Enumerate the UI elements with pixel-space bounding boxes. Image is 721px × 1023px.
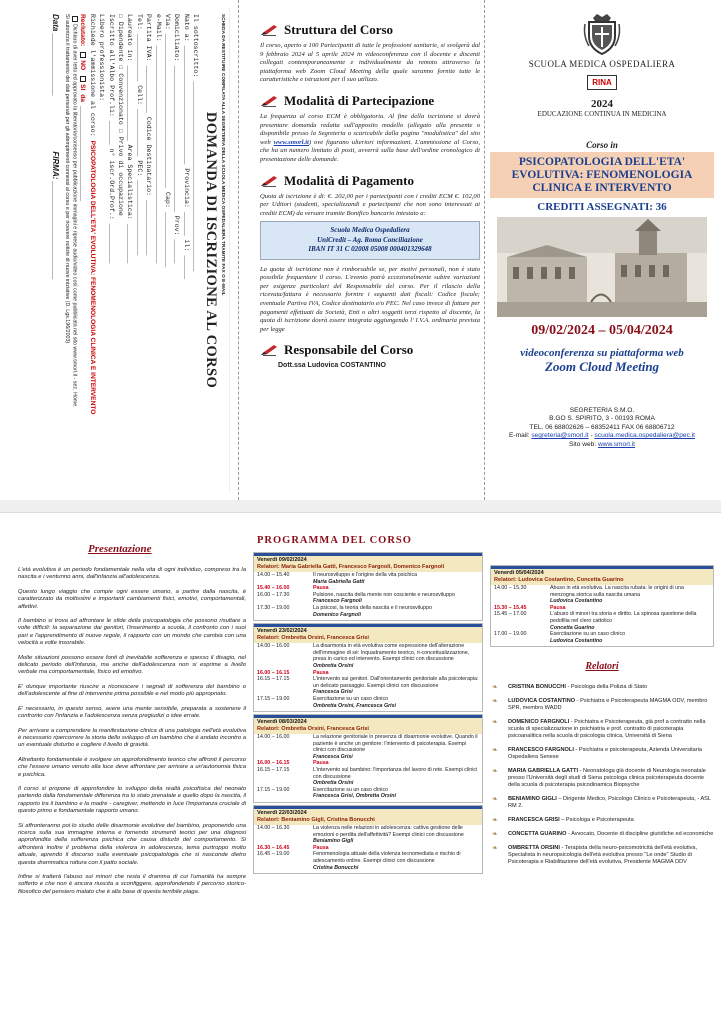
- firma-label: FIRMA:: [51, 151, 61, 180]
- relatore-desc: - Terapista della neuro-psicomotricità dell'età evolutiva, Specialista in neuropsicologia dell'età evolutiva presso "Le onde" Studio di Psicoterapia e Riabilitazione dell'età evolutiva, Presidente MAGMA ODV: [508, 845, 698, 865]
- relatore-item: [490, 796, 714, 810]
- slot-description: [550, 611, 710, 631]
- course-title: PSICOPATOLOGIA DELL'ETA' EVOLUTIVA: FENOMENOLOGIA CLINICA E INTERVENTO: [490, 152, 714, 198]
- presentazione-paragraph: Si affronteranno poi lo studio delle disarmonie evolutive del bambino, proponendo una ricerca sulla sua immagine interna e fornendo strumenti teorici per una diagnosi approfondita della sofferenza psichica che causa disturbi del comportamento. Si affronterà inoltre il problema della violenza in adolescenza, tema purtroppo molto attuale, aprendo il discorso sulla eventuale psicopatologia che si nasconde dietro questa drammatica rottura con il patto sociale.: [18, 822, 246, 866]
- program-slot: [254, 734, 482, 760]
- struttura-heading: Struttura del Corso: [260, 22, 480, 38]
- program-day-header: [254, 806, 482, 825]
- program-day-relatori: Relatori: Maria Gabriella Gatti, Francesco Fargnoli, Domenico Fargnoli: [257, 564, 445, 570]
- form-row: Laureato in: ___________________ Area Specialistica: __________: [126, 14, 134, 264]
- program-day: [253, 623, 483, 712]
- date-label: Data: [51, 14, 61, 32]
- bullet-icon: ❧: [492, 845, 498, 852]
- program-day-date: Venerdì 22/03/2024: [257, 810, 307, 817]
- form-row: Iscritto all'Albo Prof.li: ______ n° iscr.Ord.Prof.: __________: [107, 14, 115, 264]
- sheet-gap: [0, 500, 721, 512]
- relatore-desc: - Psichiatra e Psicoterapeuta MAGMA ODV, membro SPR, membro WADD: [508, 698, 708, 711]
- relatore-item: [490, 698, 714, 712]
- slot-time: 17.15 – 19.00: [257, 786, 290, 793]
- program-break: [254, 670, 482, 677]
- bullet-icon: ❧: [492, 831, 498, 838]
- program-day-header: [491, 566, 713, 585]
- form-title: DOMANDA DI ISCRIZIONE AL CORSO: [202, 111, 219, 389]
- program-day-header: [254, 553, 482, 572]
- program-slot: [491, 631, 713, 644]
- slot-time: 15.40 – 16.00: [257, 585, 290, 592]
- slot-topic: La disarmonia in età evolutiva come espressione dell'alterazione dell'immagine di sé: Inquadramento teorico, ri-concettualizzazione, presa in carico ed intervento. Esempi clinici con discussione: [313, 643, 470, 663]
- program-slot: [254, 825, 482, 845]
- slot-time: 14.00 – 16.00: [257, 643, 290, 650]
- videoconference-label: videoconferenza su piattaforma web: [520, 347, 684, 359]
- programma-title: PROGRAMMA DEL CORSO: [257, 535, 412, 546]
- slot-time: 15.30 – 15.45: [494, 604, 527, 611]
- slot-topic: Esercitazione su un caso clinico: [550, 631, 626, 638]
- relatore-desc: – Dirigente Medico, Psicologo Clinico e Psicoterapeuta, - ASL RM 2.: [508, 796, 711, 809]
- pagamento-section: [260, 173, 480, 335]
- slot-time: 15.45 – 17.00: [494, 611, 527, 618]
- edu-label: EDUCAZIONE CONTINUA IN MEDICINA: [537, 110, 667, 118]
- form-row: e-Mail: _______________________________________________________: [154, 14, 162, 264]
- relatore-name: FRANCESCO FARGNOLI: [508, 747, 574, 753]
- presentazione-paragraph: Infine si tratterà l'abuso sui minori che resta il dramma di cui l'umanità ha sempre sofferto e che non è ancora riuscita a sconfiggere, approfondendo il percorso storico-filosofico del pensiero malato che è alla base di questa terribile piaga.: [18, 874, 246, 895]
- bank-details: [260, 221, 480, 259]
- privacy-consent-2: Si autorizza il trattamento dei dati personali per gli adempimenti connessi al corso e per ricevere notizie di nuove iniziative (D. Lgs.196/2003): [64, 14, 71, 344]
- slot-description: [313, 767, 479, 787]
- secretariat-email: E-mail: segreteria@smorl.it - scuola.medica.ospedaliera@pec.it: [508, 432, 696, 440]
- slot-topic: Esercitazione su un caso clinico: [313, 786, 389, 793]
- slot-time: 17.30 – 19.00: [257, 604, 290, 611]
- slot-topic: L'intervento sul bambino: l'importanza del lavoro di rete. Esempi clinici con discussione: [313, 767, 478, 780]
- reclutato-no-label: NO: [79, 60, 87, 71]
- relatore-text: [508, 747, 714, 761]
- modalita-text: La frequenza al corso ECM è obbligatoria. Al fine della iscrizione si dovrà presentare domanda redatta sull'apposito modello (allegato alla presente o disponibile presso la Segreteria o scaricabile dalla pagina "modulistica" del sito web www.smorl.it) ove figurano ulteriori informazioni. L'ammissione al Corso, che ha un numero limitato di posti, avverrà sulla base dell'ordine cronologico di presentazione delle domande.: [260, 112, 480, 163]
- slot-description: [313, 585, 479, 592]
- pec-link[interactable]: scuola.medica.ospedaliera@pec.it: [594, 432, 696, 440]
- relatore-name: CRISTINA BONUCCHI: [508, 684, 566, 690]
- slot-speaker: Ombretta Orsini, Francesca Grisi: [313, 702, 397, 709]
- pen-icon: [260, 95, 278, 107]
- presentazione-paragraph: Per arrivare a comprendere la manifestazione clinica di una patologia nell'età evolutiva è necessario ripercorrere la storia dello sviluppo di un bambino che è andato incontro a un eventuale disturbo e cogliere il livello di gravità.: [18, 727, 246, 749]
- slot-topic: La psicosi, la teoria della nascita e il neurosviluppo: [313, 604, 432, 611]
- program-break: [491, 605, 713, 612]
- request-course-name: PSICOPATOLOGIA DELL'ETA' EVOLUTIVA: FENOMENOLOGIA CLINICA E INTERVENTO: [88, 140, 96, 415]
- privacy-checkbox-1[interactable]: [72, 16, 78, 22]
- slot-topic: Pausa: [313, 760, 329, 767]
- slot-time: 14.00 – 16.30: [257, 825, 290, 832]
- program-day-header: [254, 715, 482, 734]
- slot-time: 14.00 – 16.00: [257, 734, 290, 741]
- year: 2024: [591, 98, 613, 110]
- reclutato-da-label: da: [79, 94, 87, 102]
- slot-speaker: Ombretta Orsini: [313, 662, 354, 669]
- presentazione-paragraph: Questo lungo viaggio che compie ogni essere umano, a partire dalla nascita, è caratterizzato da moltissimi e importanti cambiamenti fisici, emotivi, comportamentali, affettivi.: [18, 588, 246, 610]
- slot-description: [313, 696, 479, 709]
- form-row: Nato a: ______________________________ Provincia: ______ il: ______: [182, 14, 190, 280]
- slot-topic: Esercitazione su un caso clinico: [313, 695, 389, 702]
- slot-time: 16.15 – 17.15: [257, 767, 290, 774]
- relatore-desc: – Psicologa e Psicoterapeuta: [559, 817, 634, 823]
- slot-description: [550, 585, 710, 605]
- slot-speaker: Concetta Guarino: [550, 624, 595, 631]
- relatore-name: CONCETTA GUARINO: [508, 831, 567, 837]
- slot-topic: Il neurosviluppo e l'origine della vita psichica: [313, 572, 418, 578]
- slot-topic: L'intervento sui genitori. Dall'orientamento genitoriale alla psicoterapia: un delicato passaggio. Esempi clinici con discussione: [313, 676, 479, 689]
- relatore-desc: - Neonatologa già docente di Neurologia neonatale presso l'Università degli studi di Siena psicologa clinica psicoterapeuta docente della scuola di psicoterapia psicodinamica Biopsyche: [508, 768, 706, 788]
- presentazione-paragraph: L'età evolutiva è un periodo fondamentale nella vita di ogni individuo, compreso tra la nascita e i ventunno anni, dall'infanzia all'adolescenza.: [18, 567, 246, 581]
- relatore-item: [490, 831, 714, 838]
- program-slot: [254, 572, 482, 585]
- form-header: SCHEDA DA RESTITUIRE COMPILATA ALLA SEGRETERIA DELLA SCUOLA MEDICA OSPEDALIERA TRAMITE FAX O E-MAIL: [221, 14, 226, 296]
- program-break: [254, 845, 482, 852]
- slot-description: [550, 631, 710, 644]
- relatore-text: [508, 817, 634, 824]
- slot-topic: Pulsione, nascita della mente non cosciente e neurosviluppo: [313, 591, 455, 598]
- bank-iban: IBAN IT 31 C 02008 05008 000401329648: [308, 245, 432, 254]
- form-row: ☐ Dipendente ☐ Convenzionato ☐ Privo di occupazione: [116, 14, 124, 216]
- slot-topic: Pausa: [313, 585, 329, 592]
- slot-description: [550, 605, 710, 612]
- slot-description: [313, 676, 479, 696]
- slot-topic: Pausa: [313, 844, 329, 851]
- relatore-name: MARIA GABRIELLA GATTI: [508, 768, 579, 774]
- form-signature-row: Data ______________ FIRMA: ______________________: [51, 14, 61, 280]
- relatore-desc: - Psicologa della Polizia di Stato: [565, 684, 648, 690]
- programma-day-5: [490, 565, 714, 649]
- relatore-item: [490, 768, 714, 789]
- site-link[interactable]: www.smorl.it: [597, 440, 635, 448]
- bank-branch: UniCredit – Ag. Roma Conciliazione: [317, 235, 423, 244]
- slot-topic: Fenomenologia attuale della violenza tecnomediata e rischio di adescamento online. Esempi clinici con discussione: [313, 851, 461, 864]
- program-day-date: Venerdì 09/02/2024: [257, 557, 307, 563]
- program-slot: [254, 851, 482, 871]
- pagamento-text: Quota di iscrizione è di: €. 202,00 per i partecipanti con i crediti ECM €. 102,00 per Uditori (studenti, specializzandi e partecipanti che non sono interessati ai crediti ECM) da versare tramite Bonifico bancario intestato a:: [260, 192, 480, 217]
- bullet-icon: ❧: [492, 768, 498, 775]
- bank-holder: Scuola Medica Ospedaliera: [330, 226, 410, 235]
- form-reclutato-row: Reclutato: NO SI da ________________________: [79, 14, 87, 201]
- program-day-date: Venerdì 05/04/2024: [494, 570, 544, 576]
- rina-certification-icon: RINA: [587, 75, 617, 90]
- slot-topic: Pausa: [313, 669, 329, 676]
- slot-description: [313, 572, 479, 585]
- slot-description: [313, 643, 479, 669]
- slot-topic: Abuso in età evolutiva. La nascita rubata: le origini di una menzogna storica sulla nascita umana: [550, 585, 684, 598]
- relatori-column: [490, 661, 714, 873]
- reclutato-label: Reclutato:: [79, 14, 87, 47]
- programma-column: [253, 535, 483, 876]
- relatore-text: [508, 684, 647, 691]
- presentazione-paragraph: Altrettanto fondamentale è svolgere un approfondimento teorico che affronti il percorso che l'essere umano venuto alla luce deve affrontare per arrivare a un'autonomia fisica e psichica.: [18, 756, 246, 778]
- responsabile-name: Dott.ssa Ludovica COSTANTINO: [278, 362, 386, 370]
- program-day: [253, 805, 483, 874]
- relatore-text: [508, 719, 714, 740]
- slot-speaker: Ludovica Costantino: [550, 598, 603, 605]
- slot-speaker: Francesca Grisi, Ombretta Orsini: [313, 793, 397, 800]
- fold-line: [484, 0, 485, 500]
- pagamento-text-2: La quota di iscrizione non è rimborsabile se, per motivi personali, non è stato possibile frequentare il corso. L'evento potrà eccezionalmente subire variazioni per esigenze particolari del Responsabile del corso. Per il rilascio della ricevuta/fattura è necessario fornire i seguenti dati fiscali: Codice fiscale; eventuale Partiva IVA, Codice destinatario e/o PEC. Nel caso invece di fatture per pagamenti effettuati da Società, Enti o altri soggetti terzi rispetto al discente, la quota di iscrizione dovrà essere integrata aggiungendo l' I.V.A. ordinaria prevista per legge: [260, 265, 480, 333]
- registration-form: [6, 8, 230, 492]
- slot-time: 16.00 – 17.30: [257, 591, 290, 598]
- slot-speaker: Ludovica Costantino: [550, 637, 603, 644]
- zoom-label: Zoom Cloud Meeting: [544, 359, 660, 374]
- presentazione-paragraph: Molte situazioni possono essere fonti di inevitabile sofferenza e spesso il disagio, nel delicato periodo dell'infanzia, ma anche dell'adolescenza non si esprime a livello verbale ma comportamentale, fisico ed emotivo.: [18, 654, 246, 676]
- privacy-consent-1: Dichiaro di aver letto ed approvato la liberatoria/consenso per pubblicazione immagini e riprese audio/video così come pubblicata nel sito www.smorl.it - sez. Home.: [71, 14, 78, 486]
- program-break: [254, 585, 482, 592]
- slot-time: 16.45 – 19.00: [257, 851, 290, 858]
- reclutato-no-checkbox[interactable]: [80, 52, 86, 58]
- slot-topic: L'abuso di minori tra storia e diritto. La spinosa questione della pedofilia nel clero cattolico: [550, 611, 697, 624]
- program-day-relatori: Relatori: Ombretta Orsini, Francesca Grisi: [257, 726, 369, 733]
- relatore-desc: - Psichiatra e psicoterapeuta, Azienda Universitaria Ospedaliera Senese: [508, 747, 702, 760]
- slot-topic: La relazione genitoriale in presenza di disarmonie evolutive. Quando il paziente è anche un genitore: l'intervento di psicoterapia. Esempi clinici con discussione: [313, 734, 478, 754]
- relatore-item: [490, 719, 714, 740]
- secretariat-phone: TEL. 06 68802626 – 68352411 FAX 06 68806712: [529, 423, 675, 431]
- program-slot: [254, 592, 482, 605]
- form-row: Libero professionista:: [98, 14, 106, 102]
- program-day-date: Venerdì 08/03/2024: [257, 719, 307, 726]
- secretariat-title: SEGRETERIA S.M.O.: [569, 407, 635, 414]
- bullet-icon: ❧: [492, 817, 498, 824]
- relatore-name: FRANCESCA GRISI: [508, 817, 560, 823]
- slot-time: 14.00 – 15.30: [494, 585, 527, 591]
- pen-icon: [260, 175, 278, 187]
- program-slot: [254, 605, 482, 618]
- relatore-item: [490, 747, 714, 761]
- relatore-item: [490, 817, 714, 824]
- secretariat-site: Sito web: www.smorl.it: [569, 440, 635, 448]
- relatore-desc: - Psichiatra e Psicoterapeuta, già prof a contratto nella scuola di specializzazione in psichiatria e prof. contratto di psicoterapia psicoanalitica nella scuola di psicologia clinica, Università di Siena: [508, 719, 706, 739]
- smorl-link[interactable]: www.smorl.it: [273, 138, 309, 146]
- request-label: Richiede l'ammissione al corso:: [88, 14, 96, 137]
- bullet-icon: ❧: [492, 747, 498, 754]
- program-day: [490, 565, 714, 647]
- slot-description: [313, 845, 479, 852]
- slot-description: [313, 734, 479, 760]
- struttura-text: Il corso, aperto a 100 Partecipanti di tutte le professioni sanitarie, si svolgerà dal 9 febbraio 2024 al 5 aprile 2024 in videoconferenza con il docente e discenti collegati contemporaneamente e individualmente da remoto attraverso la piattaforma web Zoom Cloud Meeting della quale saranno fornite tutte le caratteristiche e istruzioni per il suo utilizzo.: [260, 42, 480, 84]
- slot-description: [313, 787, 479, 800]
- form-row: Tel: ____________ Cell: ____________ PEC: ___________________: [135, 14, 143, 256]
- program-day-relatori: Relatori: Beniamino Gigli, Cristina Bonucchi: [257, 817, 375, 824]
- slot-description: [313, 825, 479, 845]
- slot-description: [313, 592, 479, 605]
- form-row: Partita IVA: ____________ Codice Destinatario: ______________: [145, 14, 153, 256]
- program-break: [254, 760, 482, 767]
- relatore-item: [490, 684, 714, 691]
- fold-line: [238, 0, 239, 500]
- secretariat-block: [490, 407, 714, 449]
- relatore-text: [508, 698, 714, 712]
- relatore-text: [508, 831, 713, 838]
- slot-speaker: Francesca Grisi: [313, 689, 353, 696]
- relatore-text: [508, 845, 714, 866]
- bullet-icon: ❧: [492, 684, 498, 691]
- bullet-icon: ❧: [492, 698, 498, 705]
- slot-speaker: Francesca Grisi: [313, 753, 353, 760]
- presentazione-paragraph: Il bambino si trova ad affrontare le sfide della psicopatologia che possono risultare a volte difficili: la separazione dai genitori, l'inserimento a scuola, il confronto con i suoi pari e l'apprendimento di nuove regole, il rapporto con un mondo che cambia con una velocità a volte insorabile.: [18, 618, 246, 647]
- relatore-name: BENIAMINO GIGLI: [508, 796, 557, 802]
- form-row: Il sottoscritto: ________________________________________________: [192, 14, 200, 272]
- relatore-text: [508, 768, 714, 789]
- presentazione-paragraph: E' necessario, in questo senso, avere una mente sensibile, preparata a sostenere il confronto con l'infanzia e l'adolescenza senza pregiudizi o idee errate.: [18, 705, 246, 720]
- slot-description: [313, 851, 479, 871]
- slot-time: 16.30 – 16.45: [257, 844, 290, 851]
- modalita-heading: Modalità di Partecipazione: [260, 93, 480, 109]
- reclutato-si-label: SI: [79, 84, 87, 91]
- program-day-relatori: Relatori: Ludovica Costantino, Concetta Guarino: [494, 577, 624, 583]
- presentazione-paragraph: E' dunque importante riuscire a riconoscere i segnali di sofferenza del bambino o dell'adolescente al fine di intervenire prima possibile e nel modo più appropriato.: [18, 683, 246, 698]
- form-row: Domiciliato: _____________________________________ Prov: ______: [173, 14, 181, 264]
- slot-time: 17.15 – 19.00: [257, 695, 290, 702]
- relatore-text: [508, 796, 714, 810]
- slot-speaker: Beniamino Gigli: [313, 838, 354, 845]
- struttura-section: [260, 22, 480, 85]
- presentazione-paragraph: Il corso si propone di approfondire lo sviluppo della realtà psicofisica del neonato partendo dalla fondamentale differenza tra lo stato prenatale e quello dopo la nascita, il rapporto tra il bambino e la madre - caregiver, mettendo in luce l'importanza cruciale di questo primo e fondamentale rapporto umano.: [18, 785, 246, 815]
- program-slot: [254, 787, 482, 800]
- program-slot: [491, 611, 713, 631]
- info-column: [260, 22, 480, 377]
- hospital-engraving-image: [497, 217, 707, 317]
- slot-speaker: Ombretta Orsini: [313, 780, 354, 787]
- email-link[interactable]: segreteria@smorl.it: [531, 432, 589, 440]
- program-slot: [254, 676, 482, 696]
- pen-icon: [260, 344, 278, 356]
- program-day-date: Venerdì 23/02/2024: [257, 628, 307, 635]
- slot-description: [313, 760, 479, 767]
- program-slot: [254, 643, 482, 669]
- form-row: Via: _______________________________________ Cap: ______________: [163, 14, 171, 268]
- school-name: SCUOLA MEDICA OSPEDALIERA: [528, 59, 676, 69]
- slot-speaker: Francesco Fargnoli: [313, 598, 362, 605]
- modalita-section: [260, 93, 480, 165]
- slot-speaker: Maria Gabriella Gatti: [313, 578, 365, 585]
- credits: CREDITI ASSEGNATI: 36: [537, 201, 667, 213]
- program-day-relatori: Relatori: Ombretta Orsini, Francesca Grisi: [257, 635, 369, 642]
- program-day-header: [254, 624, 482, 643]
- reclutato-si-checkbox[interactable]: [80, 76, 86, 82]
- relatore-name: DOMENICO FARGNOLI: [508, 719, 570, 725]
- registration-form-rotated: [6, 8, 230, 492]
- slot-time: 16.00 – 16.15: [257, 760, 290, 767]
- program-slot: [254, 767, 482, 787]
- slot-time: 14.00 – 15.40: [257, 572, 290, 578]
- slot-description: [313, 605, 479, 618]
- relatori-list: [490, 684, 714, 866]
- slot-topic: La violenza nelle relazioni in adolescenza: cattiva gestione delle emozioni o perdita dell'affettività? Esempi clinici con discussione: [313, 825, 464, 838]
- relatore-desc: - Avvocato, Docente di discipline giuridiche ed economiche: [566, 831, 714, 837]
- slot-time: 16.00 – 16.15: [257, 669, 290, 676]
- form-request-row: [87, 14, 96, 486]
- slot-speaker: Cristina Bonucchi: [313, 864, 359, 871]
- program-slot: [491, 585, 713, 605]
- pagamento-heading: Modalità di Pagamento: [260, 173, 480, 189]
- slot-time: 17.00 – 19.00: [494, 631, 527, 638]
- bullet-icon: ❧: [492, 719, 498, 726]
- slot-time: 16.15 – 17.15: [257, 676, 290, 683]
- brochure-inner-sheet: [0, 512, 721, 1023]
- relatore-item: [490, 845, 714, 866]
- slot-description: [313, 670, 479, 677]
- program-day: [253, 714, 483, 803]
- responsabile-heading: Responsabile del Corso: [260, 342, 480, 358]
- presentazione-title: Presentazione: [88, 543, 152, 555]
- program-day: [253, 552, 483, 621]
- program-slot: [254, 696, 482, 709]
- relatore-name: OMBRETTA ORSINI: [508, 845, 560, 851]
- bullet-icon: ❧: [492, 796, 498, 803]
- slot-speaker: Domenico Fargnoli: [313, 611, 361, 618]
- slot-topic: Pausa: [550, 604, 566, 611]
- relatori-title: Relatori: [585, 661, 619, 672]
- pen-icon: [260, 24, 278, 36]
- presentazione-column: [18, 543, 246, 903]
- responsabile-section: [260, 342, 480, 369]
- course-dates: 09/02/2024 – 05/04/2024: [531, 323, 673, 338]
- secretariat-address: B.GO S. SPIRITO, 3 - 00193 ROMA: [549, 415, 655, 423]
- cover-column: [490, 8, 714, 449]
- relatore-name: LUDOVICA COSTANTINO: [508, 698, 576, 704]
- brochure-outer-sheet: [0, 0, 721, 500]
- school-crest-icon: [581, 12, 623, 56]
- programma-days: [253, 552, 483, 874]
- corso-in-label: Corso in: [586, 140, 618, 150]
